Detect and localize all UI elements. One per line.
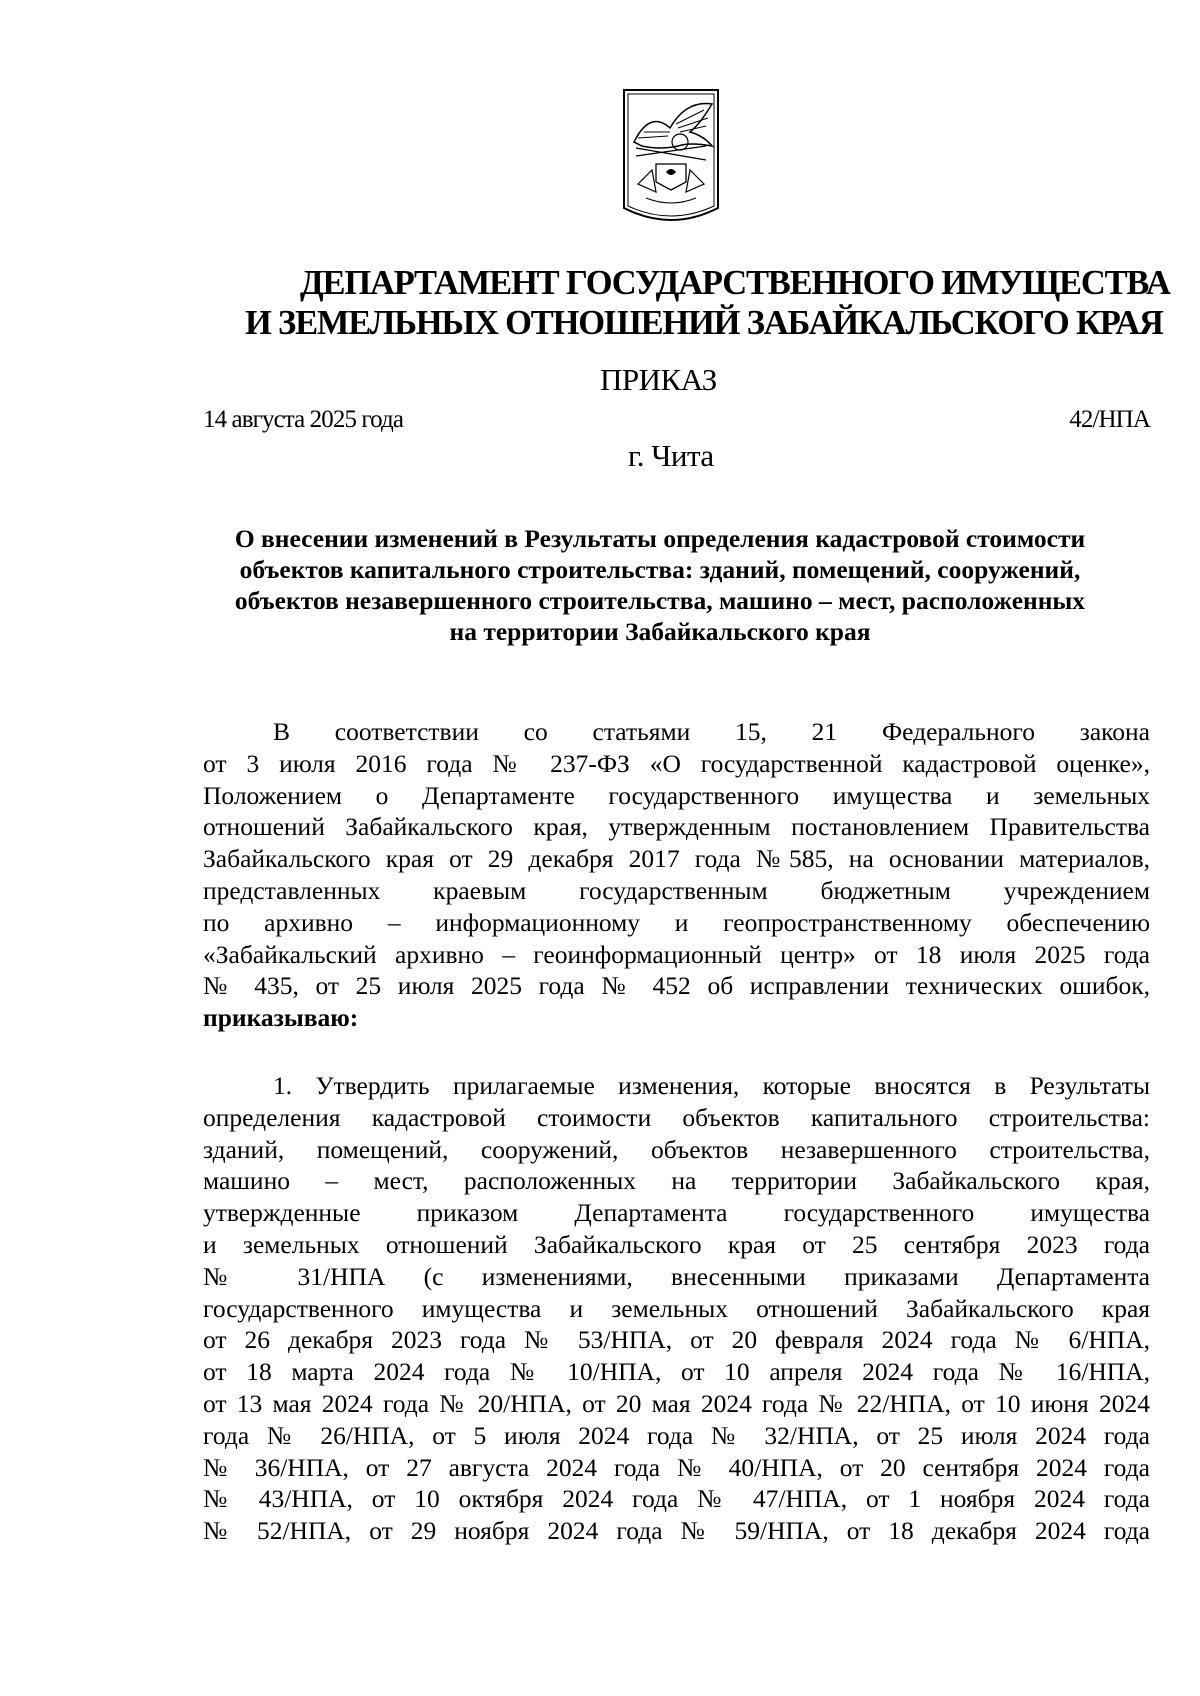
item-1-line: государственного имущества и земельных отношений Забайкальского края xyxy=(203,1293,1150,1323)
department-name-line-1: ДЕПАРТАМЕНТ ГОСУДАРСТВЕННОГО ИМУЩЕСТВА xyxy=(300,264,1170,302)
preamble-line: № 435, от 25 июля 2025 года № 452 об исправлении технических ошибок, xyxy=(203,971,1150,1001)
order-number: 42/НПА xyxy=(1069,406,1150,433)
item-1-line: и земельных отношений Забайкальского края от 25 сентября 2023 года xyxy=(203,1229,1150,1259)
subject-line: О внесении изменений в Результаты определения кадастровой стоимости xyxy=(234,524,1086,553)
preamble-line: В соответствии со статьями 15, 21 Федерального закона xyxy=(273,717,1150,746)
preamble-line: по архивно – информационному и геопространственному обеспечению xyxy=(203,907,1150,937)
preamble-line: от 3 июля 2016 года № 237-ФЗ «О государственной кадастровой оценке», xyxy=(203,748,1150,778)
item-1-line: от 26 декабря 2023 года № 53/НПА, от 20 февраля 2024 года № 6/НПА, xyxy=(203,1325,1150,1355)
subject-line: на территории Забайкальского края xyxy=(449,617,871,646)
department-name-line-2: И ЗЕМЕЛЬНЫХ ОТНОШЕНИЙ ЗАБАЙКАЛЬСКОГО КРАЯ xyxy=(245,304,1163,342)
item-1-line: № 36/НПА, от 27 августа 2024 года № 40/НПА, от 20 сентября 2024 года xyxy=(203,1452,1150,1482)
zabaykalsky-krai-coat-of-arms-icon xyxy=(616,80,726,230)
item-1-line: года № 26/НПА, от 5 июля 2024 года № 32/НПА, от 25 июля 2024 года xyxy=(203,1420,1150,1450)
preamble-paragraph xyxy=(203,716,1150,1034)
item-1-paragraph xyxy=(203,1070,1150,1547)
subject-line: объектов капитального строительства: зданий, помещений, сооружений, xyxy=(239,555,1081,584)
subject-line: объектов незавершенного строительства, машино – мест, расположенных xyxy=(234,586,1086,615)
preamble-line: отношений Забайкальского края, утвержденным постановлением Правительства xyxy=(203,812,1150,842)
preamble-line: Положением о Департаменте государственного имущества и земельных xyxy=(203,780,1150,810)
item-1-line: зданий, помещений, сооружений, объектов незавершенного строительства, xyxy=(203,1134,1150,1164)
preamble-line: Забайкальского края от 29 декабря 2017 года №585, на основании материалов, xyxy=(203,844,1150,874)
item-1-line: от 18 марта 2024 года № 10/НПА, от 10 апреля 2024 года № 16/НПА, xyxy=(203,1357,1150,1387)
item-1-line: от 13 мая 2024 года № 20/НПА, от 20 мая 2024 года № 22/НПА, от 10 июня 2024 xyxy=(203,1388,1150,1418)
item-1-line: машино – мест, расположенных на территории Забайкальского края, xyxy=(203,1166,1150,1196)
item-1-line: утвержденные приказом Департамента государственного имущества xyxy=(203,1198,1150,1228)
order-subject xyxy=(190,523,1130,647)
document-type-title: ПРИКАЗ xyxy=(600,362,717,397)
preamble-line: представленных краевым государственным бюджетным учреждением xyxy=(203,875,1150,905)
item-1-line: № 43/НПА, от 10 октября 2024 года № 47/НПА, от 1 ноября 2024 года xyxy=(203,1484,1150,1514)
order-word: приказываю: xyxy=(203,1003,359,1033)
item-1-line: определения кадастровой стоимости объектов капитального строительства: xyxy=(203,1102,1150,1132)
order-date: 14 августа 2025 года xyxy=(203,406,404,433)
item-1-line: 1. Утвердить прилагаемые изменения, которые вносятся в Результаты xyxy=(273,1071,1150,1100)
preamble-line: «Забайкальский архивно – геоинформационный центр» от 18 июля 2025 года xyxy=(203,939,1150,969)
item-1-line: № 31/НПА (с изменениями, внесенными приказами Департамента xyxy=(203,1261,1150,1291)
item-1-line: № 52/НПА, от 29 ноября 2024 года № 59/НПА, от 18 декабря 2024 года xyxy=(203,1516,1150,1546)
issue-city: г. Чита xyxy=(628,438,714,473)
